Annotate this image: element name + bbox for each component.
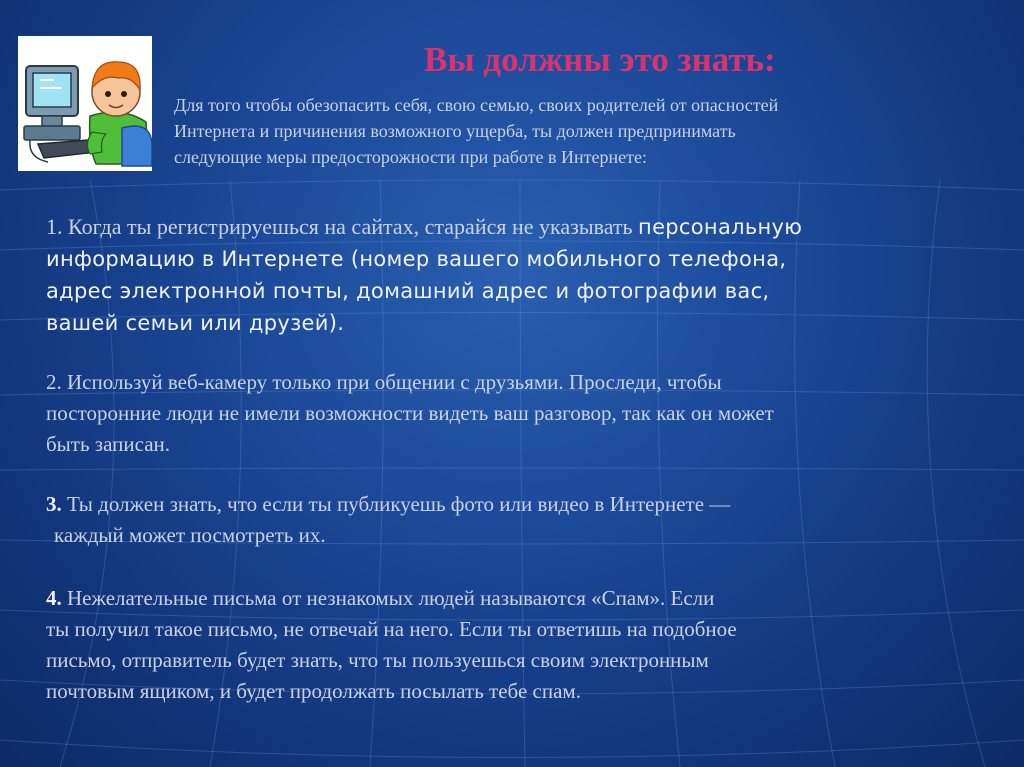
rule-1-emphasis-line: вашей семьи или друзей). — [46, 311, 345, 335]
slide-title: Вы должны это знать: — [424, 40, 776, 79]
rule-1-emphasis-line: информацию в Интернете (номер вашего мобильного телефона, — [46, 247, 787, 271]
rule-3-line: каждый может посмотреть их. — [54, 523, 326, 547]
rule-4-line: почтовым ящиком, и будет продолжать посылать тебе спам. — [46, 679, 581, 703]
rule-4-number: 4. — [46, 586, 62, 610]
rule-2-line: быть записан. — [46, 432, 171, 456]
rule-4-text: Нежелательные письма от незнакомых людей называются «Спам». Если — [61, 586, 715, 610]
boy-at-computer-image — [18, 36, 152, 171]
intro-line: следующие меры предосторожности при работе в Интернете: — [174, 147, 647, 167]
rule-1-emphasis-line: адрес электронной почты, домашний адрес и фотографии вас, — [46, 279, 770, 303]
rule-1-emphasis: персональную — [638, 215, 803, 239]
intro-paragraph — [174, 92, 974, 170]
rule-item-4 — [46, 583, 737, 707]
rule-item-2 — [46, 367, 774, 460]
rule-2-line: посторонние люди не имели возможности видеть ваш разговор, так как он может — [46, 401, 774, 425]
boy-at-computer-icon — [18, 36, 152, 171]
rule-1-lead: 1. Когда ты регистрируешься на сайтах, старайся не указывать — [46, 214, 639, 239]
rule-4-line: ты получил такое письмо, не отвечай на него. Если ты ответишь на подобное — [46, 617, 737, 641]
rule-2-line: 2. Используй веб-камеру только при общении с друзьями. Проследи, чтобы — [46, 370, 722, 394]
rule-3-text: Ты должен знать, что если ты публикуешь фото или видео в Интернете — — [61, 492, 731, 516]
intro-line: Для того чтобы обезопасить себя, свою семью, своих родителей от опасностей — [174, 95, 779, 115]
rule-4-line: письмо, отправитель будет знать, что ты пользуешься своим электронным — [46, 648, 709, 672]
rule-3-number: 3. — [46, 492, 62, 516]
rule-item-1 — [46, 211, 802, 339]
rule-item-3 — [46, 489, 730, 551]
intro-line: Интернета и причинения возможного ущерба, ты должен предпринимать — [174, 121, 736, 141]
